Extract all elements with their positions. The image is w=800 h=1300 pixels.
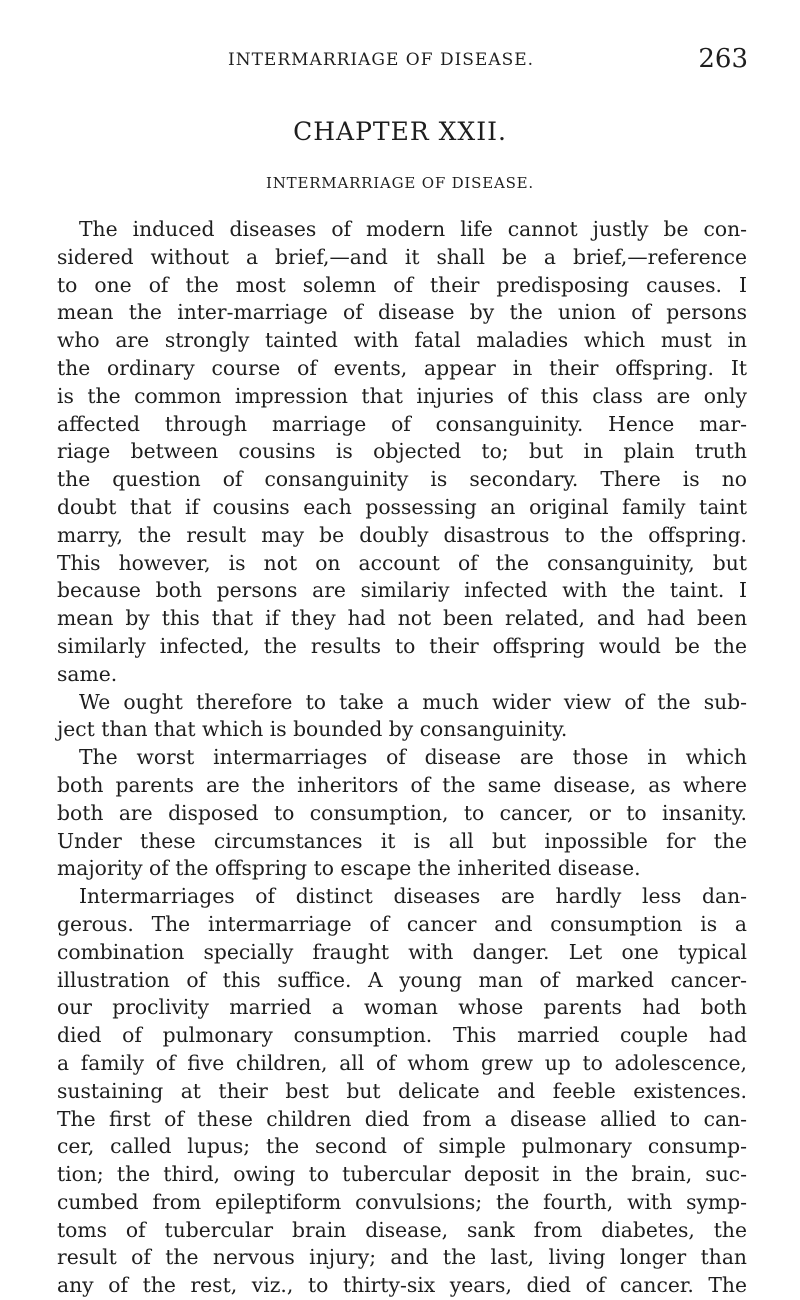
text-line: We ought therefore to take a much wider view of the sub- bbox=[79, 689, 747, 714]
page-number: 263 bbox=[698, 44, 748, 74]
text-line: tion; the third, owing to tubercular deposit in the brain, suc- bbox=[57, 1162, 747, 1187]
text-line: This however, is not on account of the consanguinity, but bbox=[57, 550, 747, 575]
text-line: sustaining at their best but delicate and feeble existences. bbox=[57, 1078, 747, 1103]
text-line: the ordinary course of events, appear in their offspring. It bbox=[57, 355, 747, 380]
text-line: cumbed from epileptiform convulsions; the fourth, with symp- bbox=[57, 1189, 747, 1214]
text-line: marry, the result may be doubly disastrous to the offspring. bbox=[57, 522, 747, 547]
text-line: any of the rest, viz., to thirty-six years, died of cancer. The bbox=[57, 1273, 747, 1298]
text-line: gerous. The intermarriage of cancer and consumption is a bbox=[57, 911, 747, 936]
text-line: because both persons are similariy infected with the taint. I bbox=[57, 578, 747, 603]
text-line: toms of tubercular brain disease, sank from diabetes, the bbox=[57, 1217, 747, 1242]
text-line: doubt that if cousins each possessing an original family taint bbox=[57, 494, 747, 519]
text-line: result of the nervous injury; and the last, living longer than bbox=[57, 1245, 747, 1270]
text-line: Under these circumstances it is all but inpossible for the bbox=[57, 828, 747, 853]
body-text bbox=[57, 216, 747, 1300]
text-line: similarly infected, the results to their offspring would be the bbox=[57, 633, 747, 658]
text-line: both are disposed to consumption, to cancer, or to insanity. bbox=[57, 800, 747, 825]
text-line: affected through marriage of consanguinity. Hence mar- bbox=[57, 411, 747, 436]
text-line: our proclivity married a woman whose parents had both bbox=[57, 995, 747, 1020]
text-line: cer, called lupus; the second of simple pulmonary consump- bbox=[57, 1134, 747, 1159]
text-line: Intermarriages of distinct diseases are hardly less dan- bbox=[79, 884, 747, 909]
text-line: is the common impression that injuries of this class are only bbox=[57, 383, 747, 408]
running-head: INTERMARRIAGE OF DISEASE. bbox=[228, 50, 535, 70]
text-line: the question of consanguinity is secondary. There is no bbox=[57, 467, 747, 492]
text-line: a family of five children, all of whom grew up to adolescence, bbox=[57, 1050, 747, 1075]
text-line: died of pulmonary consumption. This married couple had bbox=[57, 1023, 747, 1048]
text-line: mean by this that if they had not been related, and had been bbox=[57, 606, 747, 631]
text-line: same. bbox=[57, 661, 118, 686]
text-line: illustration of this suffice. A young man of marked cancer- bbox=[57, 967, 747, 992]
text-line: majority of the offspring to escape the inherited disease. bbox=[57, 856, 641, 881]
text-line: The worst intermarriages of disease are those in which bbox=[79, 745, 747, 770]
chapter-number: CHAPTER XXII. bbox=[293, 117, 507, 146]
text-line: to one of the most solemn of their predisposing causes. I bbox=[57, 272, 747, 297]
text-line: The induced diseases of modern life cannot justly be con- bbox=[79, 217, 747, 241]
text-line: ject than that which is bounded by consanguinity. bbox=[57, 717, 568, 742]
text-line: mean the inter-marriage of disease by the union of persons bbox=[57, 300, 747, 325]
text-line: sidered without a brief,—and it shall be a brief,—reference bbox=[57, 244, 747, 269]
text-line: The first of these children died from a disease allied to can- bbox=[57, 1106, 747, 1131]
text-line: riage between cousins is objected to; but in plain truth bbox=[57, 439, 747, 464]
text-line: combination specially fraught with danger. Let one typical bbox=[57, 939, 747, 964]
text-line: both parents are the inheritors of the same disease, as where bbox=[57, 772, 747, 797]
text-line: who are strongly tainted with fatal maladies which must in bbox=[57, 328, 747, 353]
chapter-title: INTERMARRIAGE OF DISEASE. bbox=[265, 174, 534, 192]
